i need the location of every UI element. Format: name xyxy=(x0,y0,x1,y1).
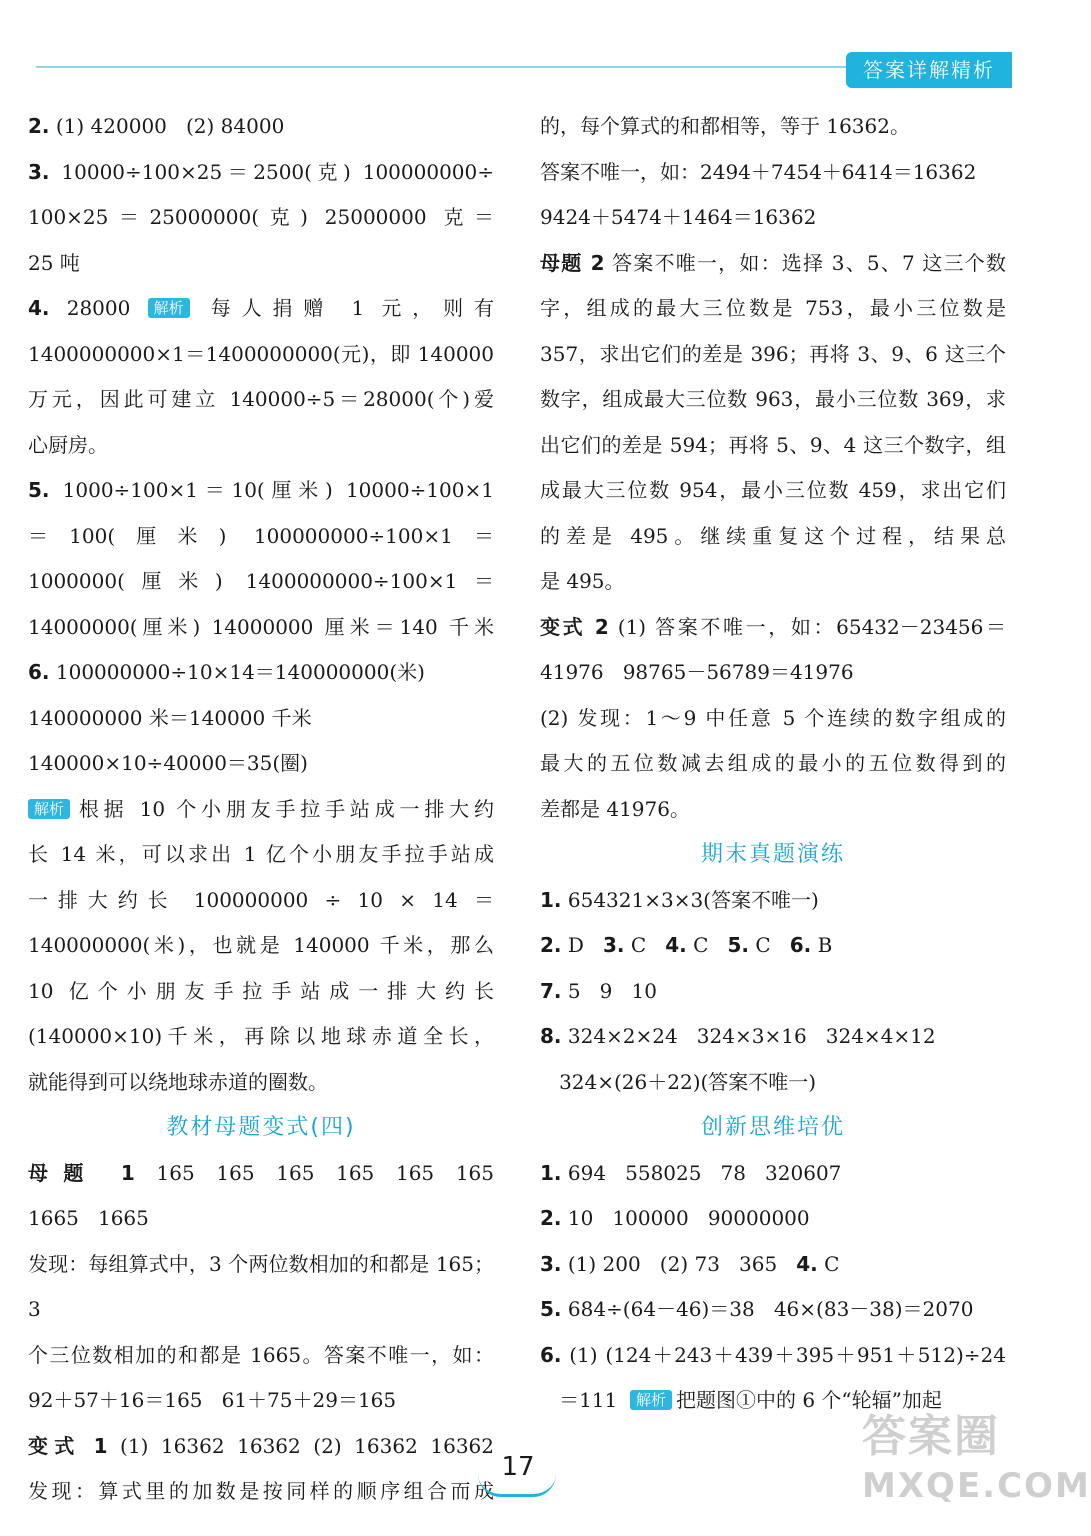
answer-line xyxy=(540,923,1006,969)
section-title: 期末真题演练 xyxy=(700,842,845,867)
answer-line xyxy=(28,1060,494,1106)
answer-line xyxy=(28,468,494,514)
item-text: 140000×10÷40000＝35(圈) xyxy=(28,751,308,775)
item-text: 100000000÷10×14＝140000000(米) xyxy=(49,660,425,684)
item-text: 1400000000×1＝1400000000(元)，即 140000 xyxy=(28,341,494,366)
answer-line xyxy=(28,104,494,150)
item-text: 个三位数相加的和都是 1665。答案不唯一，如： xyxy=(28,1342,494,1367)
answer-line xyxy=(540,104,1006,150)
item-text: 差都是 41976。 xyxy=(540,796,690,821)
item-text: 最大的五位数减去组成的最小的五位数得到的 xyxy=(540,751,1006,775)
answer-line xyxy=(540,605,1006,651)
item-text: 数字，组成最大三位数 963，最小三位数 369，求 xyxy=(540,387,1006,411)
item-number: 2. xyxy=(540,933,562,957)
item-label: 母题 2 xyxy=(540,250,605,275)
answer-line xyxy=(28,969,494,1015)
answer-line xyxy=(28,332,494,378)
item-text: 41976 98765－56789＝41976 xyxy=(540,660,854,684)
item-text: 357，求出它们的差是 396；再将 3、9、6 这三个 xyxy=(540,341,1006,366)
answer-line xyxy=(28,286,494,332)
answer-line xyxy=(540,377,1006,423)
item-text: 长 14 米，可以求出 1 亿个小朋友手拉手站成 xyxy=(28,842,494,866)
item-text: 答案不唯一，如：2494＋7454＋6414＝16362 xyxy=(540,159,977,184)
answer-line xyxy=(28,1151,494,1197)
answer-line xyxy=(28,1469,494,1515)
answer-line xyxy=(28,423,494,469)
item-text: 一排大约长 100000000 ÷ 10 × 14 ＝ xyxy=(28,887,494,912)
analysis-badge: 解析 xyxy=(28,799,70,819)
item-text: D xyxy=(561,933,603,957)
item-text: 324×(26＋22)(答案不唯一) xyxy=(540,1069,817,1094)
answer-line xyxy=(540,286,1006,332)
item-text: 把题图①中的 6 个“轮辐”加起 xyxy=(675,1388,942,1412)
answer-line xyxy=(540,1014,1006,1060)
item-text: 1000000(厘米) 1400000000÷100×1＝ xyxy=(28,569,494,593)
right-column xyxy=(540,104,1006,1424)
answer-line xyxy=(540,468,1006,514)
item-text: 是 495。 xyxy=(540,569,625,593)
item-text: 100×25＝25000000(克) 25000000 克＝ xyxy=(28,205,494,229)
answer-line xyxy=(28,832,494,878)
item-text: 答案不唯一，如：选择 3、5、7 这三个数 xyxy=(604,250,1006,275)
answer-line xyxy=(540,241,1006,287)
item-label: 变式 1 xyxy=(28,1433,108,1458)
watermark-logo xyxy=(862,1410,1091,1530)
item-text: 的差是 495。继续重复这个过程，结果总 xyxy=(540,523,1006,548)
answer-line xyxy=(28,150,494,196)
item-text: 9424＋5474＋1464＝16362 xyxy=(540,205,817,229)
item-text: (140000×10)千米，再除以地球赤道全长， xyxy=(28,1024,494,1048)
answer-line xyxy=(540,741,1006,787)
item-text: 1000÷100×1＝10(厘米) 10000÷100×1 xyxy=(49,478,494,502)
item-number: 5. xyxy=(540,1297,562,1321)
analysis-badge: 解析 xyxy=(148,298,190,318)
answer-line xyxy=(28,377,494,423)
item-text: 10 亿个小朋友手拉手站成一排大约长 xyxy=(28,978,494,1003)
item-text: 14000000(厘米) 14000000 厘米＝140 千米 xyxy=(28,614,494,639)
item-number: 4. xyxy=(796,1251,818,1276)
item-number: 2. xyxy=(28,114,50,138)
answer-line xyxy=(28,241,494,287)
item-text: 28000 xyxy=(49,296,148,320)
item-text: (1) (124＋243＋439＋395＋951＋512)÷24 xyxy=(561,1342,1006,1367)
header-tag: 答案详解精析 xyxy=(846,52,1012,88)
item-text: 的，每个算式的和都相等，等于 16362。 xyxy=(540,114,910,138)
item-text: 每人捐赠 1 元，则有 xyxy=(193,296,494,320)
item-number: 5. xyxy=(28,478,50,502)
item-text: 出它们的差是 594；再将 5、9、4 这三个数字，组 xyxy=(540,432,1006,457)
answer-line xyxy=(28,514,494,560)
item-text: 1665 1665 xyxy=(28,1206,149,1230)
answer-line xyxy=(28,195,494,241)
item-text: 25 吨 xyxy=(28,250,80,275)
item-number: 6. xyxy=(28,660,50,684)
item-text: 根据 10 个小朋友手拉手站成一排大约 xyxy=(74,796,494,821)
answer-line xyxy=(28,923,494,969)
answer-line xyxy=(28,1378,494,1424)
answer-line xyxy=(28,787,494,833)
answer-line xyxy=(540,1060,1006,1106)
item-text: C xyxy=(749,933,790,957)
item-text: B xyxy=(811,933,833,957)
answer-line xyxy=(28,1424,494,1470)
item-label: 变式 2 xyxy=(540,614,609,639)
item-number: 1. xyxy=(540,1160,562,1185)
item-number: 6. xyxy=(789,933,812,957)
item-text: C xyxy=(624,933,666,957)
header-rule xyxy=(36,66,848,68)
answer-line xyxy=(540,423,1006,469)
answer-line xyxy=(540,514,1006,560)
item-text: 10 100000 90000000 xyxy=(561,1206,810,1230)
item-number: 4. xyxy=(28,296,50,320)
item-text: C xyxy=(817,1251,840,1276)
answer-line xyxy=(28,878,494,924)
item-number: 2. xyxy=(540,1206,562,1230)
item-text: (1) 200 (2) 73 365 xyxy=(561,1251,797,1276)
item-text: 成最大三位数 954，最小三位数 459，求出它们 xyxy=(540,478,1006,502)
item-label: 母题 1 xyxy=(28,1160,135,1185)
item-text: 165 165 165 165 165 165 xyxy=(134,1160,494,1185)
item-text: 心厨房。 xyxy=(28,432,108,457)
item-text: (1) 420000 (2) 84000 xyxy=(49,114,285,138)
item-text: 140000000 米＝140000 千米 xyxy=(28,705,312,730)
answer-line xyxy=(28,559,494,605)
answer-line xyxy=(28,650,494,696)
answer-line xyxy=(540,195,1006,241)
left-column xyxy=(28,104,494,1515)
analysis-badge: 解析 xyxy=(630,1390,672,1410)
section-title: 教材母题变式(四) xyxy=(166,1115,356,1140)
answer-line xyxy=(540,1196,1006,1242)
watermark-line2: MXQE.COM xyxy=(862,1466,1091,1506)
answer-line xyxy=(540,150,1006,196)
answer-line xyxy=(540,559,1006,605)
answer-line xyxy=(540,878,1006,924)
answer-line xyxy=(28,1014,494,1060)
item-text: 92＋57＋16＝165 61＋75＋29＝165 xyxy=(28,1388,397,1412)
item-number: 1. xyxy=(540,887,562,912)
answer-line xyxy=(28,1196,494,1242)
item-number: 5. xyxy=(727,933,749,957)
page-number-arc xyxy=(478,1474,556,1497)
item-text: 5 9 10 xyxy=(561,978,657,1003)
item-number: 6. xyxy=(540,1342,562,1367)
answer-line xyxy=(540,1151,1006,1197)
answer-line xyxy=(540,696,1006,742)
answer-line xyxy=(28,741,494,787)
item-number: 3. xyxy=(28,159,50,184)
item-text: (2) 发现：1～9 中任意 5 个连续的数字组成的 xyxy=(540,705,1006,730)
answer-line xyxy=(28,1242,494,1333)
item-text: 324×2×24 324×3×16 324×4×12 xyxy=(561,1024,936,1048)
answer-line xyxy=(28,696,494,742)
item-number: 3. xyxy=(540,1251,562,1276)
item-text: 发现：每组算式中，3 个两位数相加的和都是 165；3 xyxy=(28,1251,494,1321)
item-text: 654321×3×3(答案不唯一) xyxy=(561,887,819,912)
section-title: 创新思维培优 xyxy=(700,1115,845,1140)
item-text: 发现：算式里的加数是按同样的顺序组合而成 xyxy=(28,1479,494,1503)
item-text: ＝111 xyxy=(540,1388,630,1412)
item-text: (1) 16362 16362 (2) 16362 16362 xyxy=(107,1433,494,1458)
watermark-line1: 答案圈 xyxy=(862,1411,1000,1462)
answer-line xyxy=(540,787,1006,833)
answer-line xyxy=(28,1333,494,1379)
item-text: 684÷(64－46)＝38 46×(83－38)＝2070 xyxy=(561,1297,974,1321)
item-text: 140000000(米)，也就是 140000 千米，那么 xyxy=(28,933,494,957)
item-text: 字，组成的最大三位数是 753，最小三位数是 xyxy=(540,296,1006,320)
answer-line xyxy=(540,1242,1006,1288)
page-number: 17 xyxy=(501,1452,535,1482)
item-number: 7. xyxy=(540,978,562,1003)
item-number: 3. xyxy=(602,933,625,957)
item-number: 8. xyxy=(540,1024,562,1048)
answer-line xyxy=(540,332,1006,378)
answer-line xyxy=(540,969,1006,1015)
item-number: 4. xyxy=(665,933,687,957)
item-text: 万元，因此可建立 140000÷5＝28000(个)爱 xyxy=(28,387,494,411)
item-text: 694 558025 78 320607 xyxy=(561,1160,842,1185)
answer-line xyxy=(540,1287,1006,1333)
answer-line xyxy=(540,1333,1006,1379)
item-text: C xyxy=(686,933,728,957)
item-text: (1) 答案不唯一，如：65432－23456＝ xyxy=(608,614,1006,639)
answer-line xyxy=(540,650,1006,696)
item-text: 10000÷100×25＝2500(克) 100000000÷ xyxy=(49,159,494,184)
item-text: 就能得到可以绕地球赤道的圈数。 xyxy=(28,1069,328,1094)
item-text: ＝100(厘米) 100000000÷100×1＝ xyxy=(28,523,494,548)
answer-line xyxy=(28,605,494,651)
